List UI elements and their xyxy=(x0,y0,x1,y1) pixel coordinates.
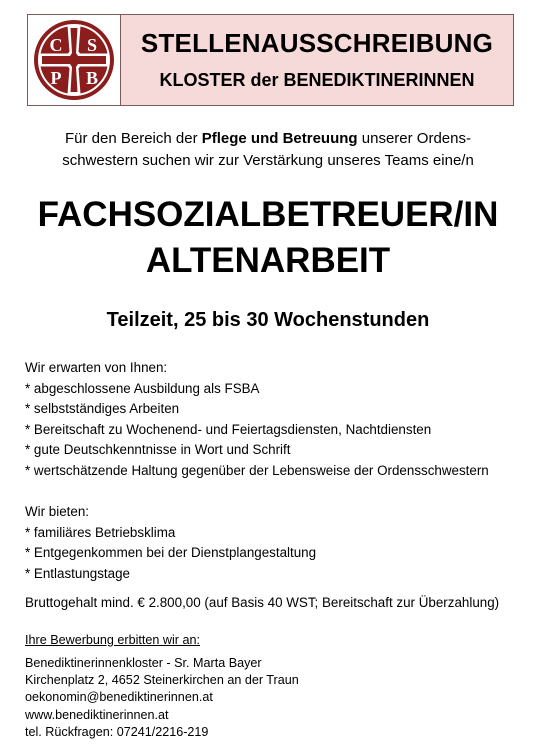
list-item: * abgeschlossene Ausbildung als FSBA xyxy=(25,380,260,396)
list-item: * familiäres Betriebsklima xyxy=(25,524,176,540)
intro-bold: Pflege und Betreuung xyxy=(201,130,358,147)
header-box xyxy=(27,14,514,106)
contact-email[interactable]: oekonomin@benediktinerinnen.at xyxy=(25,690,213,705)
list-item: * gute Deutschkenntnisse in Wort und Schrift xyxy=(25,442,291,458)
intro-text xyxy=(0,128,536,172)
salary-text: Bruttogehalt mind. € 2.800,00 (auf Basis 40 WST; Bereitschaft zur Überzahlung) xyxy=(25,595,500,610)
logo xyxy=(28,15,121,105)
job-title xyxy=(0,192,536,284)
logo-letter-p: P xyxy=(50,68,62,88)
contact-address: Kirchenplatz 2, 4652 Steinerkirchen an der Traun xyxy=(25,673,299,688)
list-item: * Entgegenkommen bei der Dienstplangestaltung xyxy=(25,545,317,561)
intro-part-1: Für den Bereich der xyxy=(65,130,202,147)
contact-block xyxy=(25,655,299,741)
title-cell xyxy=(121,15,513,105)
logo-letter-b: B xyxy=(85,68,99,88)
contact-website[interactable]: www.benediktinerinnen.at xyxy=(25,707,169,722)
contact-phone: tel. Rückfragen: 07241/2216-219 xyxy=(25,724,209,739)
list-item: * selbstständiges Arbeiten xyxy=(25,401,180,417)
offer-heading: Wir bieten: xyxy=(25,504,89,519)
application-heading: Ihre Bewerbung erbitten wir an: xyxy=(25,633,201,647)
page-title: STELLENAUSSCHREIBUNG xyxy=(140,28,494,58)
job-title-line-2: ALTENARBEIT xyxy=(145,241,391,280)
logo-letter-c: C xyxy=(49,35,63,55)
working-hours: Teilzeit, 25 bis 30 Wochenstunden xyxy=(106,309,430,331)
page-subtitle: KLOSTER der BENEDIKTINERINNEN xyxy=(159,70,475,90)
intro-line-1 xyxy=(0,128,536,150)
list-item: * Entlastungstage xyxy=(25,565,130,581)
expectations-section xyxy=(25,358,489,482)
offer-section xyxy=(25,502,316,584)
intro-part-2: unserer Ordens- xyxy=(357,130,471,147)
job-title-line-1: FACHSOZIALBETREUER/IN xyxy=(37,195,499,234)
contact-name: Benediktinerinnenkloster - Sr. Marta Bayer xyxy=(25,656,262,670)
cspb-cross-logo-icon xyxy=(32,18,116,102)
expectations-heading: Wir erwarten von Ihnen: xyxy=(25,360,168,375)
intro-line-2: schwestern suchen wir zur Verstärkung unseres Teams eine/n xyxy=(62,152,474,169)
logo-letter-s: S xyxy=(86,35,98,55)
list-item: * Bereitschaft zu Wochenend- und Feiertagsdiensten, Nachtdiensten xyxy=(25,421,432,437)
list-item: * wertschätzende Haltung gegenüber der Lebensweise der Ordensschwestern xyxy=(25,462,489,478)
